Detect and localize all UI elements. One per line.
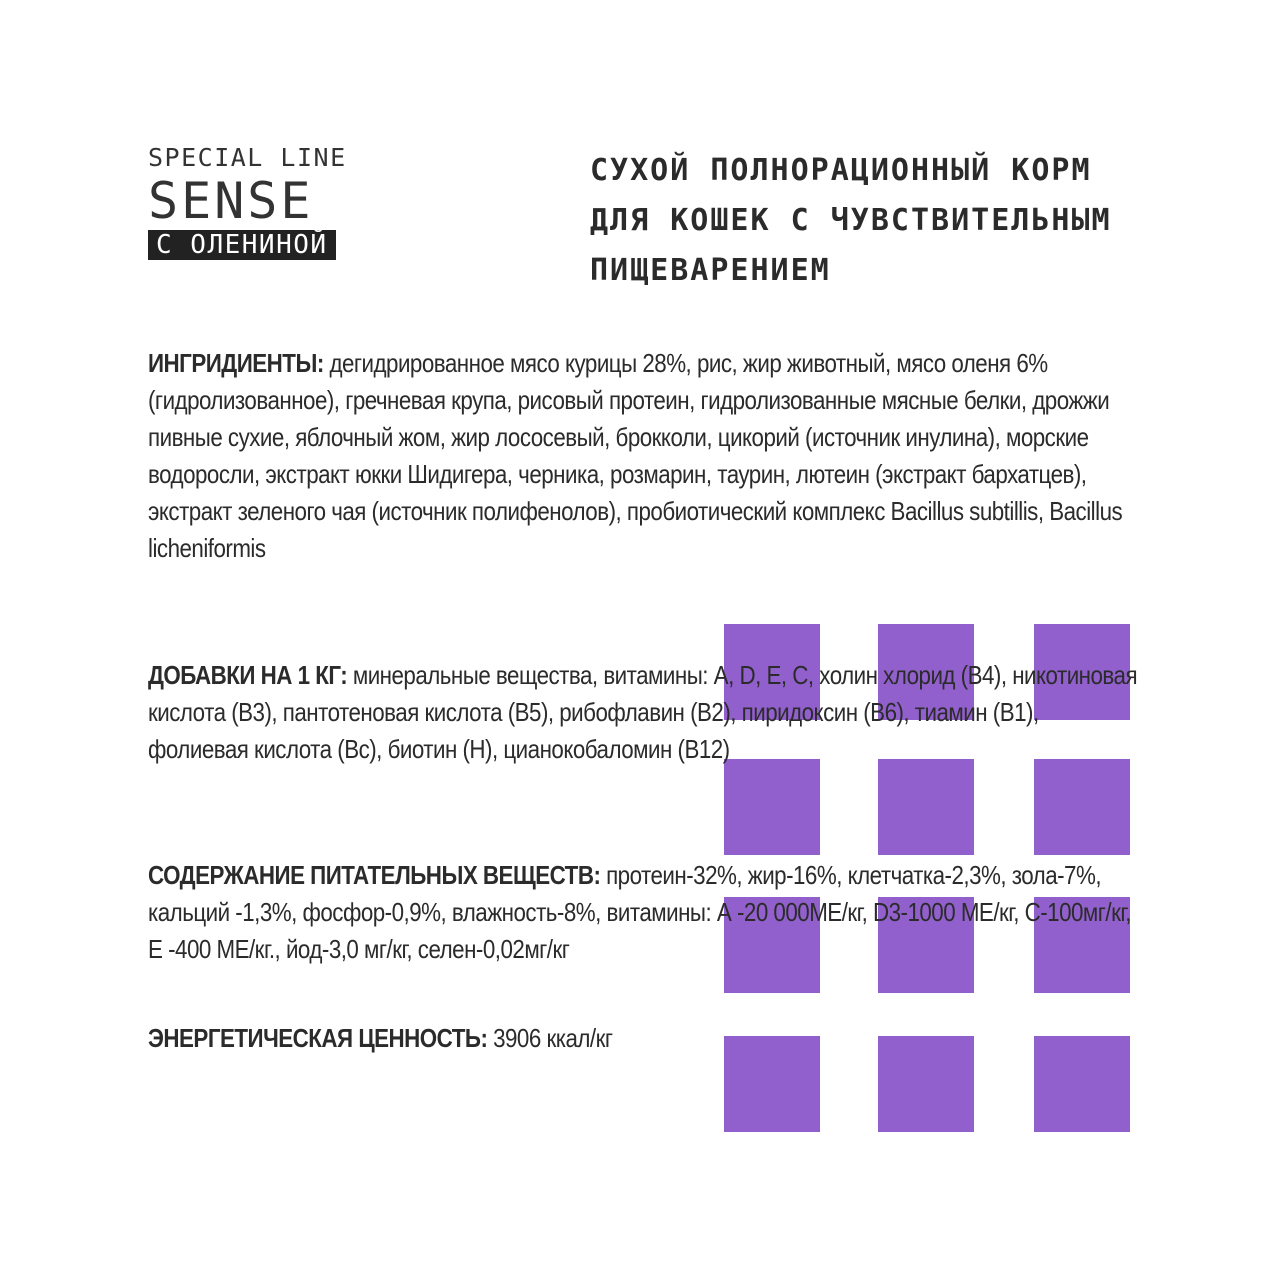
brand-line-name: SPECIAL LINE <box>148 143 347 172</box>
additives-label: ДОБАВКИ НА 1 КГ: <box>148 660 353 690</box>
product-headline <box>590 146 1150 296</box>
energy-text: 3906 ккал/кг <box>493 1023 613 1053</box>
headline-line: СУХОЙ ПОЛНОРАЦИОННЫЙ КОРМ <box>590 153 1092 188</box>
headline-line: ДЛЯ КОШЕК С ЧУВСТВИТЕЛЬНЫМ <box>590 203 1112 238</box>
energy-label: ЭНЕРГЕТИЧЕСКАЯ ЦЕННОСТЬ: <box>148 1023 494 1053</box>
headline-line: ПИЩЕВАРЕНИЕМ <box>590 253 831 288</box>
energy-section <box>148 1020 1138 1057</box>
decor-square <box>724 759 820 855</box>
brand-product-name: SENSE <box>148 172 314 230</box>
ingredients-text: дегидрированное мясо курицы 28%, рис, жир животный, мясо оленя 6% (гидролизованное), гречневая крупа, рисовый протеин, гидролизованные мясные белки, дрожжи пивные сухие, яблочный жом, жир лососевый, брокколи, цикорий (источник инулина), морские водоросли, экстракт юкки Шидигера, черника, розмарин, таурин, лютеин (экстракт бархатцев), экстракт зеленого чая (источник полифенолов), пробиотический комплекс Bacillus subtillis, Bacillus licheniformis <box>148 348 1123 563</box>
nutrients-label: СОДЕРЖАНИЕ ПИТАТЕЛЬНЫХ ВЕЩЕСТВ: <box>148 860 607 890</box>
nutrients-section <box>148 857 1138 968</box>
decor-square <box>878 759 974 855</box>
additives-section <box>148 657 1138 768</box>
additives-text: минеральные вещества, витамины: А, D, Е, С, холин хлорид (В4), никотиновая кислота (В3), пантотеновая кислота (В5), рибофлавин (В2), пиридоксин (В6), тиамин (В1), фолиевая кислота (Вс), биотин (Н), цианокобаломин (В12) <box>148 660 1138 764</box>
nutrients-text: протеин-32%, жир-16%, клетчатка-2,3%, зола-7%, кальций -1,3%, фосфор-0,9%, влажность-8%, витамины: А -20 000МЕ/кг, D3-1000 МЕ/кг, С-100мг/кг, Е -400 МЕ/кг., йод-3,0 мг/кг, селен-0,02мг/кг <box>148 860 1131 964</box>
ingredients-label: ИНГРИДИЕНТЫ: <box>148 348 330 378</box>
flavor-tag: С ОЛЕНИНОЙ <box>148 230 336 260</box>
brand-block <box>148 142 347 260</box>
ingredients-section <box>148 345 1138 567</box>
decor-square <box>1034 759 1130 855</box>
